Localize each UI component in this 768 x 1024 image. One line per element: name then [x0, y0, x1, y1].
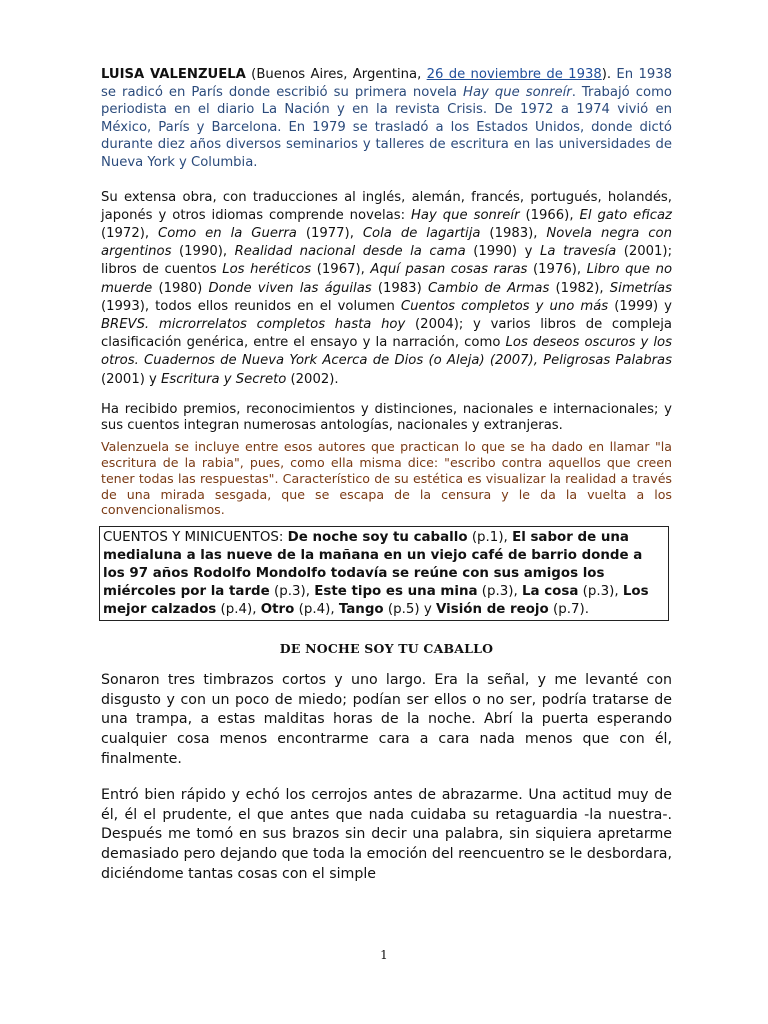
rage-writing-paragraph: Valenzuela se incluye entre esos autores que practican lo que se ha dado en llamar "la escritura de la rabia", pues, como ella misma dice: "escribo contra aquellos que creen tener todas las respuestas". Característico de su estética es visualizar la realidad a través de una mirada sesgada, que se escapa de la censura y le da la vuelta a los convencionalismos. — [101, 439, 672, 518]
author-name: LUISA VALENZUELA — [101, 67, 246, 82]
page-number: 1 — [380, 948, 388, 962]
bibliography-paragraph: Su extensa obra, con traducciones al inglés, alemán, francés, portugués, holandés, japonés y otros idiomas comprende novelas: Hay que sonreír (1966), El gato eficaz (1972), Como en la Guerra (1977), Cola de lagartija (1983), Novela negra con argentinos (1990), Realidad nacional desde la cama (1990) y La travesía (2001); libros de cuentos Los heréticos (1967), Aquí pasan cosas raras (1976), Libro que no muerde (1980) Donde viven las águilas (1983) Cambio de Armas (1982), Simetrías (1993), todos ellos reunidos en el volumen Cuentos completos y uno más (1999) y BREVS. microrrelatos completos hasta hoy (2004); y varios libros de compleja clasificación genérica, entre el ensayo y la narración, como Los deseos oscuros y los otros. Cuadernos de Nueva York Acerca de Dios (o Aleja) (2007), Peligrosas Palabras (2001) y Escritura y Secreto (2002). — [101, 189, 673, 387]
story-title: DE NOCHE SOY TU CABALLO — [279, 641, 494, 657]
stories-index-box: CUENTOS Y MINICUENTOS: De noche soy tu caballo (p.1), El sabor de una medialuna a las nueve de la mañana en un viejo café de barrio donde a los 97 años Rodolfo Mondolfo todavía se reúne con sus amigos los miércoles por la tarde (p.3), Este tipo es una mina (p.3), La cosa (p.3), Los mejor calzados (p.4), Otro (p.4), Tango (p.5) y Visión de reojo (p.7). — [99, 526, 669, 621]
author-intro: LUISA VALENZUELA (Buenos Aires, Argentina, 26 de noviembre de 1938). En 1938 se radicó en París donde escribió su primera novela Hay que sonreír. Trabajó como periodista en el diario La Nación y en la revista Crisis. De 1972 a 1974 vivió en México, París y Barcelona. En 1979 se trasladó a los Estados Unidos, donde dictó durante diez años diversos seminarios y talleres de escritura en las universidades de Nueva York y Columbia. — [101, 67, 673, 170]
prizes-paragraph: Ha recibido premios, reconocimientos y distinciones, nacionales e internacionales; y sus cuentos integran numerosas antologías, nacionales y extranjeras. — [101, 401, 672, 433]
index-heading: CUENTOS Y MINICUENTOS: — [103, 530, 288, 546]
author-bio: En 1938 se radicó en París donde escribió su primera novela Hay que sonreír. Trabajó como periodista en el diario La Nación y en la revista Crisis. De 1972 a 1974 vivió en México, París y Barcelona. En 1979 se trasladó a los Estados Unidos, donde dictó durante diez años diversos seminarios y talleres de escritura en las universidades de Nueva York y Columbia. — [101, 67, 673, 170]
story-paragraph-1: Sonaron tres timbrazos cortos y uno largo. Era la señal, y me levanté con disgusto y con un poco de miedo; podían ser ellos o no ser, podría tratarse de una trampa, a estas malditas horas de la noche. Abrí la puerta esperando cualquier cosa menos encontrarme cara a cara nada menos que con él, finalmente. — [101, 672, 672, 767]
document-page — [101, 66, 672, 884]
birth-date-link[interactable]: 26 de noviembre de 1938 — [426, 67, 602, 82]
story-paragraph-2: Entró bien rápido y echó los cerrojos antes de abrazarme. Una actitud muy de él, él el prudente, el que antes que nada cuidaba su retaguardia -la nuestra-. Después me tomó en sus brazos sin decir una palabra, sin siquiera apretarme demasiado pero dejando que toda la emoción del reencuentro se le desbordara, diciéndome tantas cosas con el simple — [101, 787, 672, 882]
